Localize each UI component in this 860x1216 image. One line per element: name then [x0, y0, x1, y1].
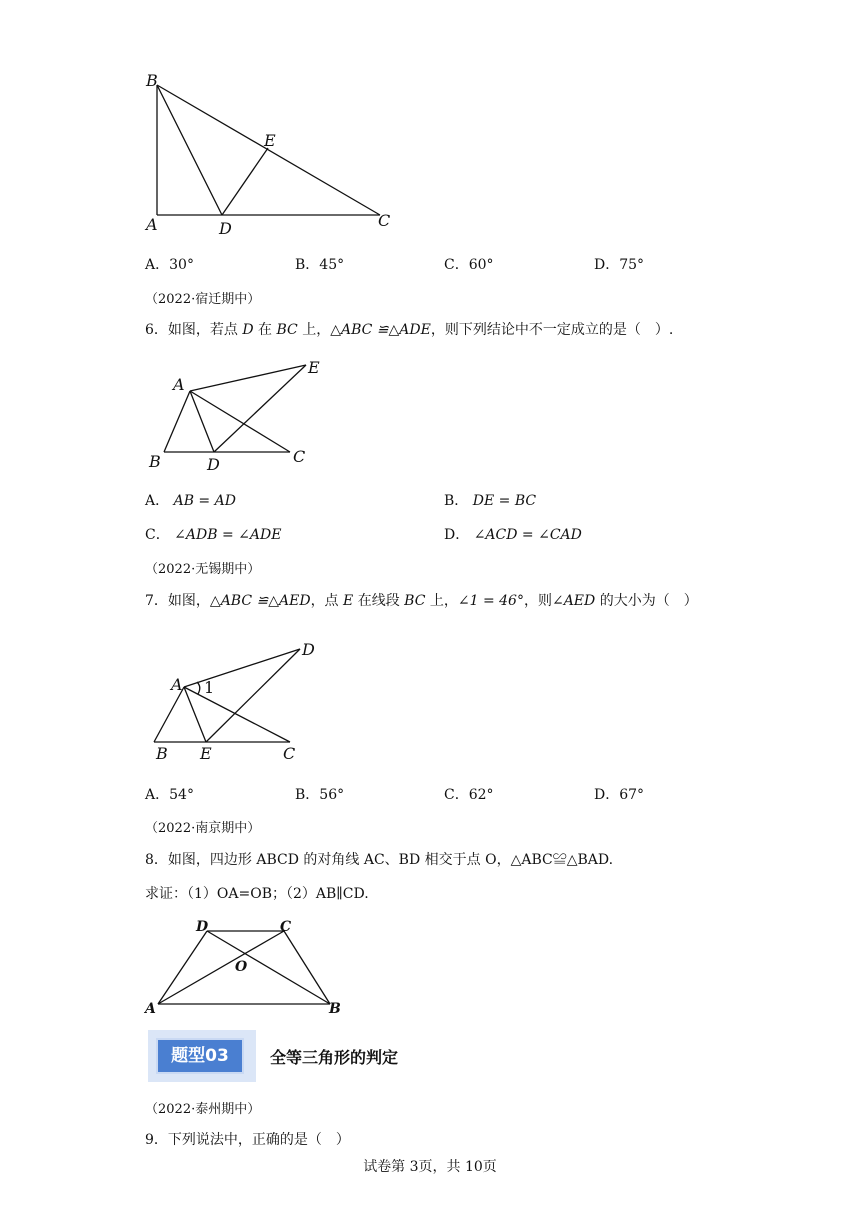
q7-option-c[interactable]: C．62°	[444, 787, 494, 803]
section-title: 全等三角形的判定	[270, 1048, 399, 1067]
q8-label-d: D	[196, 919, 209, 935]
q7-option-b[interactable]: B．56°	[295, 787, 345, 803]
q6-option-a[interactable]: A． AB = AD	[145, 493, 236, 509]
q6-stem: 6．如图，若点 D 在 BC 上，△ABC ≌△ADE，则下列结论中不一定成立的是（ ）.	[145, 322, 674, 338]
q6-figure	[140, 355, 340, 475]
q7-label-b: B	[156, 744, 168, 763]
q5-label-c: C	[378, 211, 391, 230]
q7-label-e: E	[200, 744, 212, 763]
q6-label-d: D	[207, 455, 220, 474]
q5-option-c[interactable]: C．60°	[444, 257, 494, 273]
q6-option-c[interactable]: C． ∠ADB = ∠ADE	[145, 527, 282, 543]
q6-option-b[interactable]: B． DE = BC	[444, 493, 537, 509]
q8-source: （2022·南京期中）	[145, 821, 261, 836]
q8-label-b: B	[329, 1001, 341, 1017]
q7-stem: 7．如图，△ABC ≌△AED，点 E 在线段 BC 上，∠1 = 46°，则∠AED 的大小为（ ）	[145, 593, 698, 609]
q5-label-e: E	[264, 131, 276, 150]
q8-stem: 8．如图，四边形 ABCD 的对角线 AC、BD 相交于点 O，△ABC≌△BAD.	[145, 852, 614, 868]
q5-label-a: A	[146, 215, 158, 234]
q5-figure	[140, 70, 400, 240]
q6-source: （2022·宿迁期中）	[145, 292, 261, 307]
q7-option-d[interactable]: D．67°	[594, 787, 645, 803]
q8-label-o: O	[235, 959, 248, 975]
q7-label-c: C	[283, 744, 296, 763]
q9-source: （2022·泰州期中）	[145, 1102, 261, 1117]
q7-option-a[interactable]: A．54°	[145, 787, 194, 803]
q8-prove: 求证：（1）OA=OB；（2）AB∥CD.	[145, 886, 369, 902]
badge-label: 题型03	[156, 1038, 244, 1074]
q5-option-b[interactable]: B．45°	[295, 257, 345, 273]
q6-label-b: B	[149, 452, 161, 471]
q5-option-d[interactable]: D．75°	[594, 257, 645, 273]
page-footer: 试卷第 3页，共 10页	[363, 1159, 497, 1175]
q6-option-d[interactable]: D． ∠ACD = ∠CAD	[444, 527, 582, 543]
q6-label-a: A	[173, 375, 185, 394]
q9-stem: 9．下列说法中，正确的是（ ）	[145, 1132, 350, 1148]
q8-label-a: A	[145, 1001, 156, 1017]
section-badge	[148, 1030, 260, 1082]
q5-label-d: D	[219, 219, 232, 238]
q6-label-e: E	[308, 358, 320, 377]
q5-label-b: B	[146, 71, 158, 90]
q7-source: （2022·无锡期中）	[145, 562, 261, 577]
q6-label-c: C	[293, 447, 306, 466]
q7-label-a: A	[171, 675, 183, 694]
q5-option-a[interactable]: A．30°	[145, 257, 194, 273]
q7-label-angle-1: 1	[204, 678, 215, 697]
q7-figure	[140, 635, 340, 765]
q8-figure	[140, 915, 350, 1020]
q8-label-c: C	[280, 919, 292, 935]
q7-label-d: D	[302, 640, 315, 659]
